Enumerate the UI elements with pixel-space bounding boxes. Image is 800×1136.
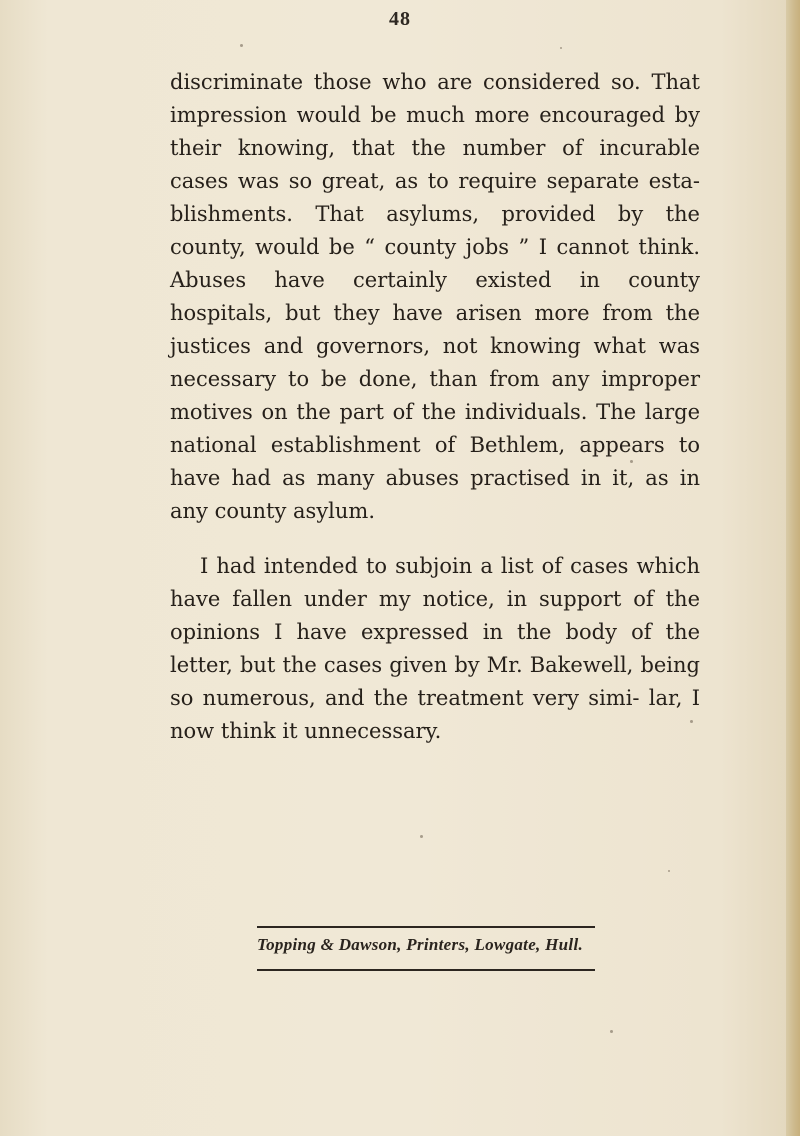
imprint-rule-top bbox=[257, 926, 595, 928]
page-number: 48 bbox=[389, 8, 411, 30]
paragraph: discriminate those who are considered so. That impression would be much more encouraged by their knowing, that the number of incurable cases was so great, as to require separate esta- blishments. That asylums, provided by the county, would be “ county jobs ” I cannot think. Abuses have certainly existed in county hospitals, but they have arisen more from the justices and governors, not knowing what was necessary to be done, than from any improper motives on the part of the individuals. The large national establishment of Bethlem, appears to have had as many abuses practised in it, as in any county asylum. bbox=[170, 70, 700, 523]
paper-speck bbox=[690, 720, 693, 723]
paper-speck bbox=[668, 870, 670, 872]
printer-imprint: Topping & Dawson, Printers, Lowgate, Hull. bbox=[256, 935, 584, 954]
paper-speck bbox=[420, 835, 423, 838]
paragraph: I had intended to subjoin a list of cases which have fallen under my notice, in support of the opinions I have expressed in the body of the letter, but the cases given by Mr. Bakewell, being so numerous, and the treatment very simi- lar, I now think it unnecessary. bbox=[170, 554, 700, 743]
paper-speck bbox=[630, 460, 633, 463]
body-text bbox=[170, 66, 700, 748]
paper-speck bbox=[610, 1030, 613, 1033]
imprint-rule-bottom bbox=[257, 969, 595, 971]
paper-speck bbox=[560, 47, 562, 49]
page-edge bbox=[786, 0, 800, 1136]
paper-speck bbox=[240, 44, 243, 47]
